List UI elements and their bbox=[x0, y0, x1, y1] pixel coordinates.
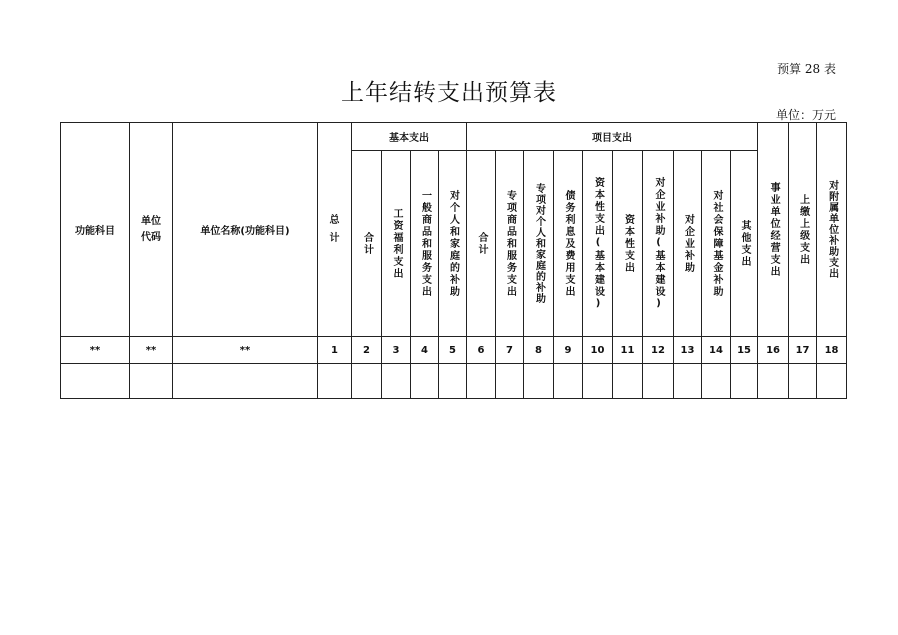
header-project-2: 专项对个人和家庭的补助 bbox=[524, 151, 554, 337]
index-cell: 9 bbox=[554, 337, 583, 364]
index-cell: ** bbox=[130, 337, 173, 364]
index-cell: 5 bbox=[439, 337, 467, 364]
index-cell: 6 bbox=[467, 337, 496, 364]
data-row bbox=[61, 364, 847, 399]
header-project-5: 资本性支出 bbox=[613, 151, 643, 337]
header-basic-2: 一般商品和服务支出 bbox=[411, 151, 439, 337]
data-cell[interactable] bbox=[352, 364, 382, 399]
data-cell[interactable] bbox=[467, 364, 496, 399]
index-cell: 7 bbox=[496, 337, 524, 364]
index-cell: ** bbox=[173, 337, 318, 364]
index-cell: 18 bbox=[817, 337, 847, 364]
data-cell[interactable] bbox=[583, 364, 613, 399]
header-extra-2: 对附属单位补助支出 bbox=[817, 123, 847, 337]
page-title: 上年结转支出预算表 bbox=[341, 80, 557, 106]
header-project-group: 项目支出 bbox=[467, 123, 758, 151]
header-extra-1: 上缴上级支出 bbox=[789, 123, 817, 337]
header-basic-group: 基本支出 bbox=[352, 123, 467, 151]
header-unit-code: 单位 代码 bbox=[130, 123, 173, 337]
index-cell: 1 bbox=[318, 337, 352, 364]
header-project-8: 对社会保障基金补助 bbox=[702, 151, 731, 337]
data-cell[interactable] bbox=[613, 364, 643, 399]
data-cell[interactable] bbox=[643, 364, 674, 399]
data-cell[interactable] bbox=[439, 364, 467, 399]
header-project-9: 其他支出 bbox=[731, 151, 758, 337]
header-total: 总 计 bbox=[318, 123, 352, 337]
data-cell[interactable] bbox=[61, 364, 130, 399]
data-cell[interactable] bbox=[524, 364, 554, 399]
header-project-7: 对企业补助 bbox=[674, 151, 702, 337]
header-project-3: 债务利息及费用支出 bbox=[554, 151, 583, 337]
index-cell: 16 bbox=[758, 337, 789, 364]
index-cell: 11 bbox=[613, 337, 643, 364]
index-cell: ** bbox=[61, 337, 130, 364]
data-cell[interactable] bbox=[817, 364, 847, 399]
index-cell: 2 bbox=[352, 337, 382, 364]
index-row bbox=[61, 337, 847, 364]
budget-table bbox=[60, 122, 847, 399]
unit-label: 单位：万元 bbox=[775, 108, 836, 122]
data-cell[interactable] bbox=[318, 364, 352, 399]
header-unit-name: 单位名称(功能科目) bbox=[173, 123, 318, 337]
data-cell[interactable] bbox=[554, 364, 583, 399]
data-cell[interactable] bbox=[496, 364, 524, 399]
header-project-1: 专项商品和服务支出 bbox=[496, 151, 524, 337]
index-cell: 10 bbox=[583, 337, 613, 364]
index-cell: 13 bbox=[674, 337, 702, 364]
data-cell[interactable] bbox=[702, 364, 731, 399]
header-project-0: 合计 bbox=[467, 151, 496, 337]
header-project-6: 对企业补助(基本建设) bbox=[643, 151, 674, 337]
data-cell[interactable] bbox=[382, 364, 411, 399]
index-cell: 12 bbox=[643, 337, 674, 364]
header-basic-3: 对个人和家庭的补助 bbox=[439, 151, 467, 337]
index-cell: 8 bbox=[524, 337, 554, 364]
data-cell[interactable] bbox=[173, 364, 318, 399]
index-cell: 14 bbox=[702, 337, 731, 364]
data-cell[interactable] bbox=[731, 364, 758, 399]
form-number: 预算 28 表 bbox=[777, 62, 836, 76]
header-func-subject: 功能科目 bbox=[61, 123, 130, 337]
data-cell[interactable] bbox=[789, 364, 817, 399]
data-cell[interactable] bbox=[674, 364, 702, 399]
header-basic-1: 工资福利支出 bbox=[382, 151, 411, 337]
index-cell: 4 bbox=[411, 337, 439, 364]
header-basic-0: 合计 bbox=[352, 151, 382, 337]
data-cell[interactable] bbox=[411, 364, 439, 399]
index-cell: 17 bbox=[789, 337, 817, 364]
header-project-4: 资本性支出(基本建设) bbox=[583, 151, 613, 337]
index-cell: 15 bbox=[731, 337, 758, 364]
data-cell[interactable] bbox=[130, 364, 173, 399]
index-cell: 3 bbox=[382, 337, 411, 364]
data-cell[interactable] bbox=[758, 364, 789, 399]
header-extra-0: 事业单位经营支出 bbox=[758, 123, 789, 337]
